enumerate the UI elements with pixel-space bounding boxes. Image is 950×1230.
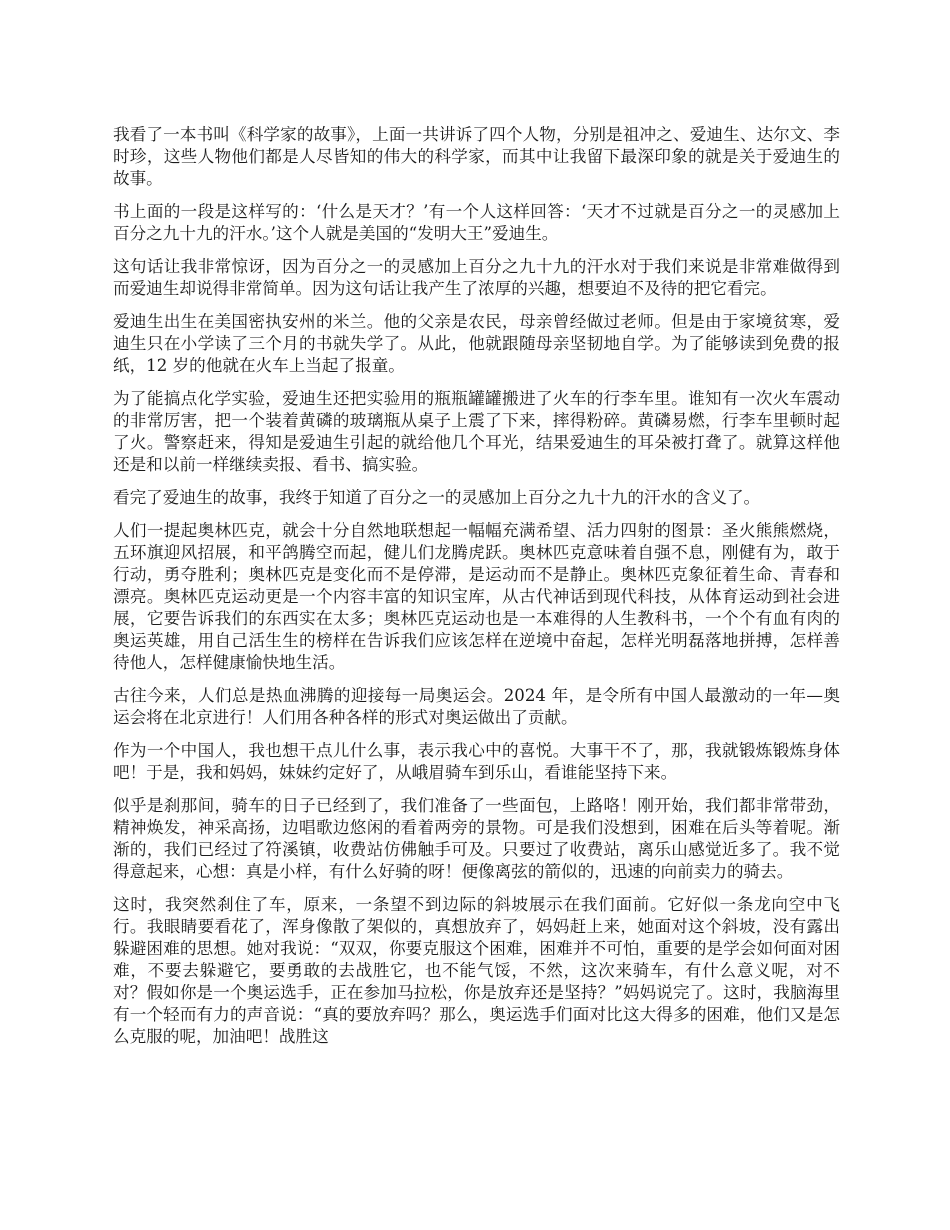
paragraph-1: 我看了一本书叫《科学家的故事》，上面一共讲诉了四个人物，分别是祖冲之、爱迪生、达尔文、李时珍，这些人物他们都是人尽皆知的伟大的科学家，而其中让我留下最深印象的就是关于爱迪生的故事。 bbox=[113, 125, 840, 188]
paragraph-7: 人们一提起奥林匹克，就会十分自然地联想起一幅幅充满希望、活力四射的图景：圣火熊熊燃烧，五环旗迎风招展，和平鸽腾空而起，健儿们龙腾虎跃。奥林匹克意味着自强不息，刚健有为，敢于行动，勇夺胜利；奥林匹克是变化而不是停滞，是运动而不是静止。奥林匹克象征着生命、青春和漂亮。奥林匹克运动更是一个内容丰富的知识宝库，从古代神话到现代科技，从体育运动到社会进展，它要告诉我们的东西实在太多；奥林匹克运动也是一本难得的人生教科书，一个个有血有肉的奥运英雄，用自己活生生的榜样在告诉我们应该怎样在逆境中奋起，怎样光明磊落地拼搏，怎样善待他人，怎样健康愉快地生活。 bbox=[113, 521, 840, 672]
paragraph-2: 书上面的一段是这样写的：‘什么是天才？’有一个人这样回答：‘天才不过就是百分之一的灵感加上百分之九十九的汗水。’这个人就是美国的“发明大王”爱迪生。 bbox=[113, 202, 840, 243]
document-body bbox=[113, 124, 840, 1059]
paragraph-5: 为了能搞点化学实验，爱迪生还把实验用的瓶瓶罐罐搬进了火车的行李车里。谁知有一次火车震动的非常厉害，把一个装着黄磷的玻璃瓶从桌子上震了下来，摔得粉碎。黄磷易燃，行李车里顿时起了火。警察赶来，得知是爱迪生引起的就给他几个耳光，结果爱迪生的耳朵被打聋了。就算这样他还是和以前一样继续卖报、看书、搞实验。 bbox=[113, 389, 840, 474]
paragraph-3: 这句话让我非常惊讶，因为百分之一的灵感加上百分之九十九的汗水对于我们来说是非常难做得到而爱迪生却说得非常简单。因为这句话让我产生了浓厚的兴趣，想要迫不及待的把它看完。 bbox=[113, 257, 840, 298]
paragraph-6: 看完了爱迪生的故事，我终于知道了百分之一的灵感加上百分之九十九的汗水的含义了。 bbox=[113, 488, 761, 507]
paragraph-11: 这时，我突然刹住了车，原来，一条望不到边际的斜坡展示在我们面前。它好似一条龙向空中飞行。我眼睛要看花了，浑身像散了架似的，真想放弃了，妈妈赶上来，她面对这个斜坡，没有露出躲避困难的思想。她对我说：“双双，你要克服这个困难，困难并不可怕，重要的是学会如何面对困难，不要去躲避它，要勇敢的去战胜它，也不能气馁，不然，这次来骑车，有什么意义呢，对不对？假如你是一个奥运选手，正在参加马拉松，你是放弃还是坚持？”妈妈说完了。这时，我脑海里有一个轻而有力的声音说：“真的要放弃吗？那么，奥运选手们面对比这大得多的困难，他们又是怎么克服的呢，加油吧！战胜这 bbox=[113, 895, 840, 1046]
paragraph-10: 似乎是刹那间，骑车的日子已经到了，我们准备了一些面包，上路咯！刚开始，我们都非常带劲，精神焕发，神采高扬，边唱歌边悠闲的看着两旁的景物。可是我们没想到，困难在后头等着呢。渐渐的，我们已经过了符溪镇，收费站仿佛触手可及。只要过了收费站，离乐山感觉近多了。我不觉得意起来，心想：真是小样，有什么好骑的呀！便像离弦的箭似的，迅速的向前卖力的骑去。 bbox=[113, 796, 840, 881]
paragraph-4: 爱迪生出生在美国密执安州的米兰。他的父亲是农民，母亲曾经做过老师。但是由于家境贫寒，爱迪生只在小学读了三个月的书就失学了。从此，他就跟随母亲坚韧地自学。为了能够读到免费的报纸，12 岁的他就在火车上当起了报童。 bbox=[113, 312, 840, 375]
paragraph-9: 作为一个中国人，我也想干点儿什么事，表示我心中的喜悦。大事干不了，那，我就锻炼锻炼身体吧！于是，我和妈妈，妹妹约定好了，从峨眉骑车到乐山，看谁能坚持下来。 bbox=[113, 741, 840, 782]
paragraph-8: 古往今来，人们总是热血沸腾的迎接每一局奥运会。2024 年，是令所有中国人最激动的一年—奥运会将在北京进行！人们用各种各样的形式对奥运做出了贡献。 bbox=[113, 686, 840, 727]
